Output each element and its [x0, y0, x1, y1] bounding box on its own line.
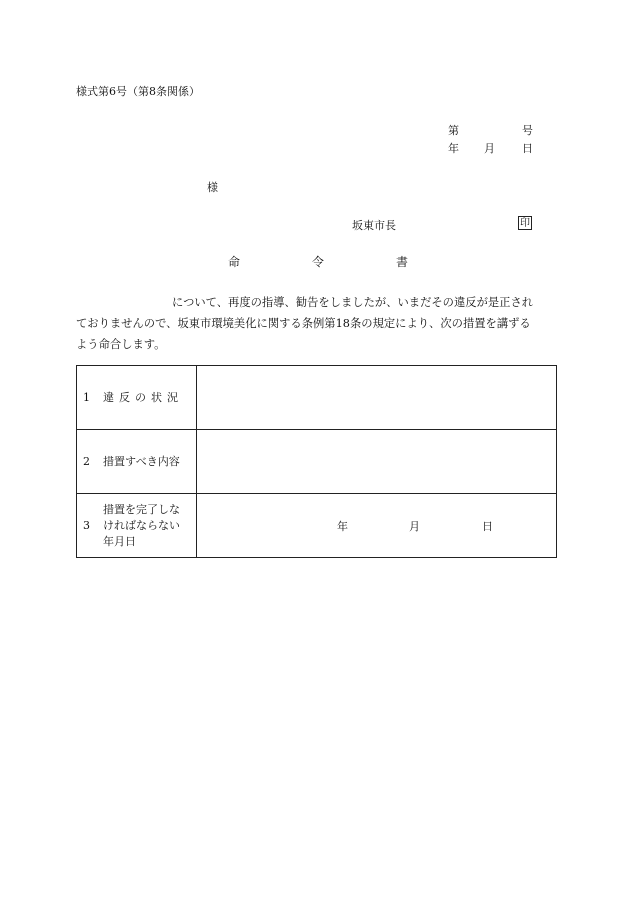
row-label-line: 年月日: [103, 534, 136, 548]
row-value-cell: [197, 366, 557, 430]
measures-table: [76, 365, 557, 558]
recipient-honorific: 様: [207, 181, 218, 194]
completion-day: 日: [482, 519, 493, 533]
number-prefix: 第: [448, 124, 459, 137]
row-label-cell: [77, 430, 197, 494]
row-label: 違反の状況: [103, 390, 183, 404]
table-row: [77, 366, 557, 430]
row-number: 1: [83, 391, 90, 404]
completion-date-cell: [197, 494, 557, 558]
completion-month: 月: [409, 519, 420, 533]
title-char: 命: [228, 255, 241, 269]
form-label: 様式第6号（第8条関係）: [76, 85, 200, 98]
title-char: 令: [311, 255, 324, 269]
date-day: 日: [522, 142, 533, 155]
date-year: 年: [448, 142, 459, 155]
issuer-name: 坂東市長: [352, 219, 396, 232]
row-label-line: ければならない: [103, 518, 180, 532]
row-label-line: 措置を完了しな: [103, 502, 180, 516]
document-title: [228, 256, 408, 268]
row-label: 措置すべき内容: [103, 454, 180, 468]
seal-mark: 印: [520, 218, 530, 229]
table-row: [77, 494, 557, 558]
row-number: 2: [83, 455, 90, 468]
number-suffix: 号: [522, 124, 533, 137]
date-month: 月: [484, 142, 495, 155]
completion-year: 年: [337, 519, 348, 533]
row-label-cell: [77, 366, 197, 430]
body-line-3: よう命合します。: [76, 338, 166, 351]
title-char: 書: [395, 255, 408, 269]
body-line-2: ておりませんので、坂東市環境美化に関する条例第18条の規定により、次の措置を講ずる: [76, 317, 531, 330]
body-line-1: について、再度の指導、勧告をしましたが、いまだその違反が是正され: [172, 296, 534, 309]
table-row: [77, 430, 557, 494]
row-value-cell: [197, 430, 557, 494]
row-label: [103, 502, 180, 550]
row-number: 3: [83, 519, 90, 532]
body-text: [76, 292, 560, 355]
row-label-cell: [77, 494, 197, 558]
